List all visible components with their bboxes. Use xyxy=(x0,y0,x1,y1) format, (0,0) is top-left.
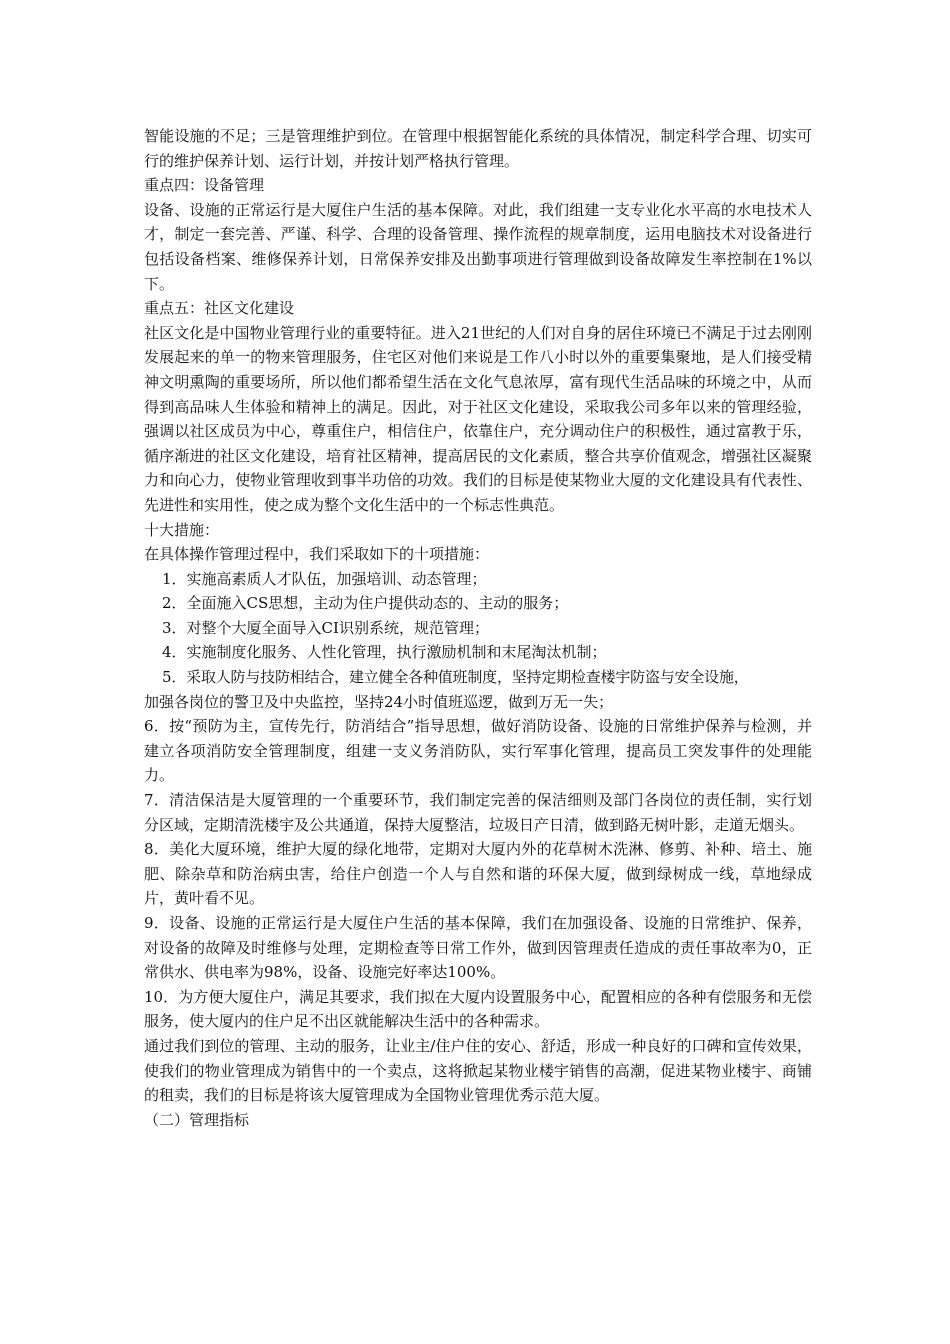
numbered-item-7: 7．清洁保洁是大厦管理的一个重要环节，我们制定完善的保洁细则及部门各岗位的责任制，实行划分区域，定期清洗楼宇及公共通道，保持大厦整洁，垃圾日产日清，做到路无树叶影，走道无烟头。 xyxy=(144,791,812,834)
section-heading-management-indicators: （二）管理指标 xyxy=(144,1110,250,1129)
paragraph-equipment-management: 设备、设施的正常运行是大厦住户生活的基本保障。对此，我们组建一支专业化水平高的水电技术人才，制定一套完善、严谨、科学、合理的设备管理、操作流程的规章制度，运用电脑技术对设备进行包括设备档案、维修保养计划，日常保养安排及出勤事项进行管理做到设备故障发生率控制在1%以下。 xyxy=(144,200,812,293)
list-item: 2．全面施入CS思想，主动为住户提供动态的、主动的服务； xyxy=(162,594,569,613)
numbered-item-9: 9．设备、设施的正常运行是大厦住户生活的基本保障，我们在加强设备、设施的日常维护、保养，对设备的故障及时维修与处理，定期检查等日常工作外，做到因管理责任造成的责任事故率为0，正常供水、供电率为98%，设备、设施完好率达100%。 xyxy=(144,914,812,982)
numbered-item-8: 8．美化大厦环境，维护大厦的绿化地带，定期对大厦内外的花草树木洗淋、修剪、补种、培土、施肥、除杂草和防治病虫害，给住户创造一个人与自然和谐的环保大厦，做到绿树成一线，草地绿成片，黄叶看不见。 xyxy=(144,840,812,908)
numbered-item-6: 6．按“预防为主，宣传先行，防消结合”指导思想，做好消防设备、设施的日常维护保养与检测，并建立各项消防安全管理制度，组建一支义务消防队，实行军事化管理，提高员工突发事件的处理能力。 xyxy=(144,717,812,785)
paragraph-measures-intro: 在具体操作管理过程中，我们采取如下的十项措施： xyxy=(144,545,490,564)
list-item: 1．实施高素质人才队伍，加强培训、动态管理； xyxy=(162,569,487,588)
paragraph-intelligent-facilities: 智能设施的不足；三是管理维护到位。在管理中根据智能化系统的具体情况，制定科学合理、切实可行的维护保养计划、运行计划，并按计划严格执行管理。 xyxy=(144,127,812,170)
paragraph-closing: 通过我们到位的管理、主动的服务，让业主/住户住的安心、舒适，形成一种良好的口碑和宣传效果，使我们的物业管理成为销售中的一个卖点，这将掀起某物业楼宇销售的高潮，促进某物业楼宇、商铺的租卖，我们的目标是将该大厦管理成为全国物业管理优秀示范大厦。 xyxy=(144,1036,812,1105)
numbered-item-10: 10．为方便大厦住户，满足其要求，我们拟在大厦内设置服务中心，配置相应的各种有偿服务和无偿服务，使大厦内的住户足不出区就能解决生活中的各种需求。 xyxy=(144,987,812,1031)
heading-key-point-4: 重点四：设备管理 xyxy=(144,176,265,195)
list-item: 4．实施制度化服务、人性化管理，执行激励机制和末尾淘汰机制； xyxy=(162,643,607,662)
list-item-5-line-1: 5．采取人防与技防相结合，建立健全各种值班制度，坚持定期检查楼宇防盗与安全设施， xyxy=(162,668,749,687)
list-item-5-line-2: 加强各岗位的警卫及中央监控，坚持24小时值班巡逻，做到万无一失； xyxy=(144,692,614,711)
list-item: 3．对整个大厦全面导入CI识别系统，规范管理； xyxy=(162,618,489,637)
paragraph-community-culture: 社区文化是中国物业管理行业的重要特征。进入21世纪的人们对自身的居住环境已不满足于过去刚刚发展起来的单一的物来管理服务，住宅区对他们来说是工作八小时以外的重要集聚地，是人们接受精神文明熏陶的重要场所，所以他们都希望生活在文化气息浓厚，富有现代生活品味的环境之中，从而得到高品味人生体验和精神上的满足。因此，对于社区文化建设，采取我公司多年以来的管理经验，强调以社区成员为中心，尊重住户，相信住户，依靠住户，充分调动住户的积极性，通过富教于乐，循序渐进的社区文化建设，培育社区精神，提高居民的文化素质，整合共享价值观念，增强社区凝聚力和向心力，使物业管理收到事半功倍的功效。我们的目标是使某物业大厦的文化建设具有代表性、先进性和实用性，使之成为整个文化生活中的一个标志性典范。 xyxy=(144,323,812,514)
document-body xyxy=(144,124,812,1132)
heading-ten-measures: 十大措施： xyxy=(144,520,220,539)
heading-key-point-5: 重点五：社区文化建设 xyxy=(144,299,295,318)
